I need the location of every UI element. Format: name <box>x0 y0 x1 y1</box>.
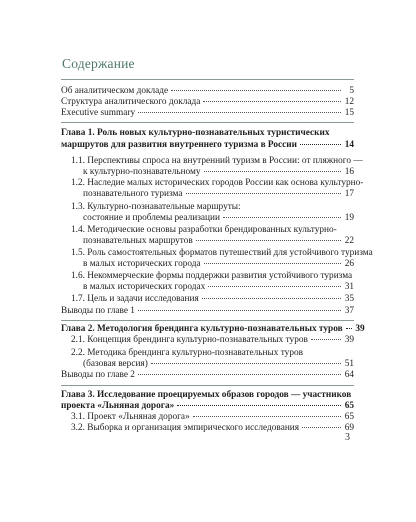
toc-chapter-3-line-2[interactable] <box>61 401 354 412</box>
toc-entry-text: Глава 3. Исследование проецируемых образов городов — участников <box>61 390 352 400</box>
toc-entry-text: Глава 1. Роль новых культурно-познавательных туристических <box>61 128 330 138</box>
toc-entry-2-2-line-2[interactable] <box>83 359 354 370</box>
toc-entry-conclusions-2[interactable] <box>61 370 354 381</box>
toc-entry-1-2-line-1[interactable] <box>71 178 364 189</box>
toc-entry-3-1[interactable] <box>71 412 354 423</box>
toc-entry-1-3-line-2[interactable] <box>83 213 354 224</box>
toc-entry-structure[interactable] <box>61 97 354 108</box>
section-rule <box>61 385 354 386</box>
toc-entry-page: 15 <box>344 108 354 118</box>
toc-entry-page: 65 <box>344 412 354 422</box>
leader-dots <box>302 427 341 428</box>
leader-dots <box>171 90 341 91</box>
toc-entry-page: 19 <box>344 213 354 223</box>
toc-chapter-1-line-2[interactable] <box>61 140 354 151</box>
toc-entry-text: 2.2. Методика брендинга культурно-познавательных туров <box>71 348 304 358</box>
leader-dots <box>204 171 341 172</box>
leader-dots <box>311 339 341 340</box>
toc-entry-text: маршрутов для развития внутреннего туризма в России <box>61 140 297 150</box>
toc-entry-text: 1.6. Некоммерческие формы поддержки развития устойчивого туризма <box>71 271 353 281</box>
leader-dots <box>193 416 341 417</box>
toc-entry-page: 17 <box>344 189 354 199</box>
toc-entry-text: Структура аналитического доклада <box>61 97 201 107</box>
leader-dots <box>177 405 341 406</box>
section-rule <box>61 320 354 321</box>
toc-entry-1-1-line-1[interactable] <box>71 156 363 167</box>
toc-entry-page: 65 <box>344 401 354 411</box>
toc-entry-text: 2.1. Концепция брендинга культурно-познавательных туров <box>71 335 308 345</box>
toc-entry-page: 37 <box>344 306 354 316</box>
toc-entry-page: 12 <box>344 97 354 107</box>
page-number: 3 <box>345 432 350 443</box>
toc-entry-page: 39 <box>355 324 365 334</box>
toc-entry-text: Executive summary <box>61 108 136 118</box>
leader-dots <box>202 298 341 299</box>
toc-entry-1-4-line-1[interactable] <box>71 225 354 236</box>
toc-entry-text: 1.4. Методические основы разработки брендированных культурно- <box>71 225 337 235</box>
leader-dots <box>138 112 341 113</box>
toc-entry-3-2[interactable] <box>71 423 354 434</box>
section-rule <box>61 122 354 123</box>
leader-dots <box>208 286 341 287</box>
toc-entry-text: (базовая версия) <box>83 359 148 369</box>
toc-entry-1-5-line-2[interactable] <box>83 259 354 270</box>
toc-entry-text: познавательных маршрутов <box>83 236 193 246</box>
toc-entry-2-1[interactable] <box>71 335 354 346</box>
toc-entry-text: состояние и проблемы реализации <box>83 213 220 223</box>
toc-entry-about[interactable] <box>61 86 354 97</box>
leader-dots <box>223 217 341 218</box>
toc-entry-1-5-line-1[interactable] <box>71 248 373 259</box>
toc-entry-text: в малых исторических городах <box>83 282 206 292</box>
leader-dots <box>300 144 341 145</box>
toc-entry-text: в малых исторических города <box>83 259 201 269</box>
toc-entry-page: 64 <box>344 370 354 380</box>
leader-dots <box>204 263 341 264</box>
toc-entry-page: 14 <box>344 140 354 150</box>
toc-entry-1-2-line-2[interactable] <box>83 189 354 200</box>
toc-entry-1-6-line-2[interactable] <box>83 282 354 293</box>
leader-dots <box>203 101 341 102</box>
leader-dots <box>196 240 341 241</box>
toc-entry-page: 31 <box>344 282 354 292</box>
toc-entry-1-3-line-1[interactable] <box>71 202 354 213</box>
leader-dots <box>186 193 342 194</box>
toc-entry-text: к культурно-познавательному <box>83 167 201 177</box>
toc-entry-1-6-line-1[interactable] <box>71 271 354 282</box>
leader-dots <box>346 328 352 329</box>
leader-dots <box>138 374 341 375</box>
toc-chapter-3-line-1[interactable] <box>61 390 354 401</box>
title-rule <box>61 79 354 80</box>
toc-entry-text: Глава 2. Методология брендинга культурно-познавательных туров <box>61 324 343 334</box>
toc-chapter-1-line-1[interactable] <box>61 128 354 139</box>
toc-entry-executive-summary[interactable] <box>61 108 354 119</box>
toc-entry-1-1-line-2[interactable] <box>83 167 354 178</box>
toc-entry-page: 69 <box>344 423 354 433</box>
toc-entry-text: 1.1. Перспективы спроса на внутренний туризм в России: от пляжного — <box>71 156 363 166</box>
toc-entry-text: Об аналитическом докладе <box>61 86 169 96</box>
toc-entry-text: Выводы по главе 1 <box>61 306 135 316</box>
toc-entry-text: Выводы по главе 2 <box>61 370 135 380</box>
toc-entry-1-7[interactable] <box>71 294 354 305</box>
leader-dots <box>138 310 341 311</box>
toc-title: Содержание <box>62 56 135 71</box>
toc-entry-text: 1.7. Цель и задачи исследования <box>71 294 199 304</box>
toc-entry-conclusions-1[interactable] <box>61 306 354 317</box>
toc-entry-text: проекта «Льняная дорога» <box>61 401 175 411</box>
toc-entry-text: 3.1. Проект «Льняная дорога» <box>71 412 190 422</box>
toc-entry-text: 1.3. Культурно-познавательные маршруты: <box>71 202 241 212</box>
toc-entry-page: 26 <box>344 259 354 269</box>
toc-entry-text: познавательного туризма <box>83 189 183 199</box>
toc-entry-text: 1.2. Наследие малых исторических городов России как основа культурно- <box>71 178 364 188</box>
toc-entry-page: 16 <box>344 167 354 177</box>
toc-entry-page: 35 <box>344 294 354 304</box>
toc-entry-page: 5 <box>349 86 354 96</box>
toc-entry-1-4-line-2[interactable] <box>83 236 354 247</box>
toc-entry-page: 39 <box>344 335 354 345</box>
toc-entry-text: 3.2. Выборка и организация эмпирического исследования <box>71 423 300 433</box>
leader-dots <box>151 363 341 364</box>
toc-chapter-2[interactable] <box>61 324 365 335</box>
toc-entry-2-2-line-1[interactable] <box>71 348 354 359</box>
toc-entry-page: 22 <box>344 236 354 246</box>
toc-entry-page: 51 <box>344 359 354 369</box>
toc-entry-text: 1.5. Роль самостоятельных форматов путешествий для устойчивого туризма <box>71 248 373 258</box>
